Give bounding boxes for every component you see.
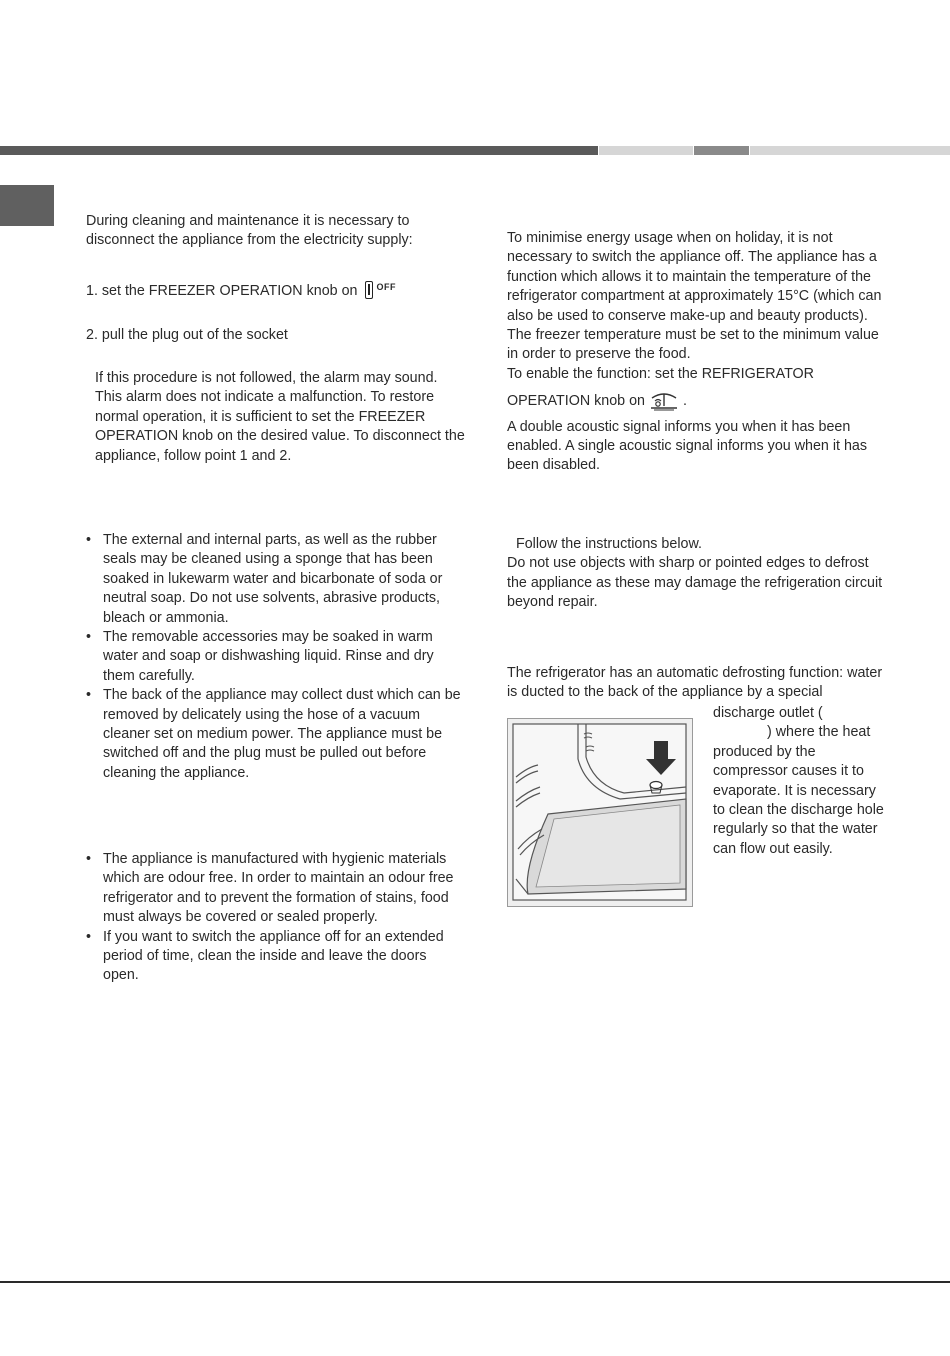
outlet-line-rest: produced by the compressor causes it to evaporate. It is necessary to clean the discharge hole regularly so that the water can flow out easily. [713,743,884,857]
auto-defrost [507,664,887,703]
odour-list [86,850,466,986]
list-item: • The back of the appliance may collect dust which can be removed by delicately using the hose of a vacuum cleaner set on medium power. The appliance must be switched off and the plug must be pulled out before cleaning the appliance. [86,686,466,783]
list-item: • The external and internal parts, as well as the rubber seals may be cleaned using a sponge that has been soaked in lukewarm water and bicarbonate of soda or neutral soap. Do not use solvents, abrasive products, bleach or ammonia. [86,531,466,628]
step-1 [86,278,466,305]
header-bar-dark [0,146,598,155]
defrost-warning: Do not use objects with sharp or pointed edges to defrost the appliance as these may damage the refrigeration circuit beyond repair. [507,555,883,611]
outlet-line-2: ) where the heat [767,724,871,741]
alarm-note-text: If this procedure is not followed, the alarm may sound. This alarm does not indicate a malfunction. To restore normal operation, it is sufficient to set the FREEZER OPERATION knob on the desired value. To disconnect the appliance, follow point 1 and 2. [95,370,465,464]
knob-off-icon [365,278,396,305]
holiday-text: To minimise energy usage when on holiday, it is not necessary to switch the appliance off. The appliance has a function which allows it to maintain the temperature of the refrigerator compartment at approximately 15°C (which can also be used to conserve make-up and beauty products). The freezer temperature must be set to the minimum value in order to preserve the food. [507,230,882,363]
step2-text: 2. pull the plug out of the socket [86,327,288,343]
holiday-mode-icon [649,389,679,417]
defrost-intro: Follow the instructions below. [516,536,702,552]
off-label: OFF [376,282,396,292]
step-2 [86,326,466,345]
header-bar-light-1 [599,146,693,155]
disconnect-intro [86,212,466,251]
alarm-note [86,369,466,466]
cleaning-list [86,531,466,783]
header-bar-light-2 [750,146,950,155]
header-bar-mid [694,146,749,155]
enable-line-2 [507,389,887,417]
bottom-rule [0,1281,950,1283]
outlet-description [713,704,888,859]
defrost-section [507,535,887,613]
list-item: • If you want to switch the appliance off for an extended period of time, clean the inside and leave the doors open. [86,928,466,986]
enable-line: To enable the function: set the REFRIGERATOR [507,365,814,382]
enable-line2-end: . [682,393,687,410]
outlet-line-1: discharge outlet ( [713,705,823,721]
list-item: • The appliance is manufactured with hygienic materials which are odour free. In order to maintain an odour free refrigerator and to prevent the formation of stains, food must always be covered or sealed properly. [86,850,466,928]
list-item: • The removable accessories may be soaked in warm water and soap or dishwashing liquid. Rinse and dry them carefully. [86,628,466,686]
auto-defrost-text: The refrigerator has an automatic defrosting function: water is ducted to the back of the appliance by a special [507,665,883,701]
signal-text: A double acoustic signal informs you when it has been enabled. A single acoustic signal informs you when it has been disabled. [507,418,868,474]
holiday-section [507,229,887,476]
section-tab [0,185,54,226]
enable-line2-text: OPERATION knob on [507,393,645,410]
defrost-outlet-illustration [507,718,693,907]
intro-text: During cleaning and maintenance it is necessary to disconnect the appliance from the electricity supply: [86,213,413,249]
step1-text: 1. set the FREEZER OPERATION knob on [86,283,358,299]
